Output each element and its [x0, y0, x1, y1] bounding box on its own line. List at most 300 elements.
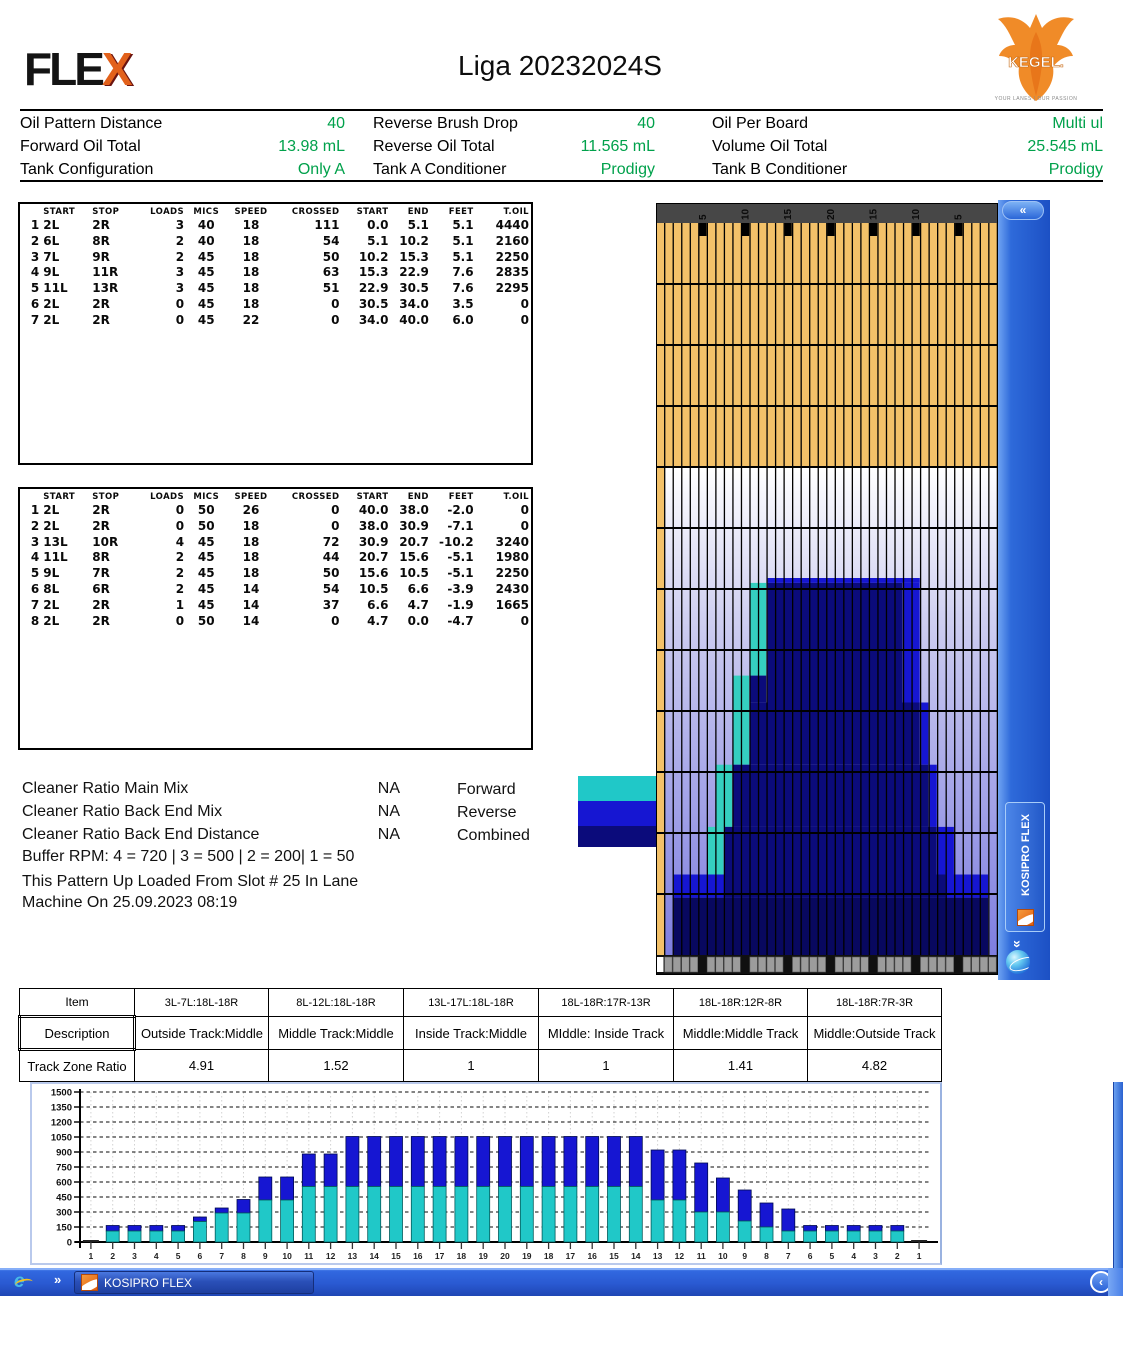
load-col-header: FEET: [448, 492, 474, 502]
flex-logo-text: FLE: [24, 43, 102, 95]
load-cell: 11L: [43, 550, 68, 565]
info-item: [712, 158, 1103, 181]
load-cell: 38.0: [358, 518, 389, 533]
load-cell: 8R: [92, 233, 110, 248]
svg-text:2: 2: [110, 1251, 116, 1261]
ratio-cell: Track Zone Ratio: [20, 1050, 135, 1082]
svg-text:4: 4: [153, 1251, 159, 1261]
tray-edge-tab: [1108, 1268, 1123, 1296]
load-row: [20, 234, 531, 250]
info-item: [373, 112, 655, 135]
kegel-wordmark: KEGEL.: [1008, 54, 1064, 71]
load-cell: 0: [520, 613, 529, 628]
load-cell: 0: [520, 312, 529, 327]
load-cell: 45: [197, 312, 215, 327]
svg-text:14: 14: [369, 1251, 379, 1261]
info-value: 25.545 mL: [1027, 137, 1103, 155]
svg-text:1: 1: [88, 1251, 94, 1261]
load-row: [20, 535, 531, 551]
load-cell: 8L: [43, 581, 60, 596]
toolbar-kosipro-item[interactable]: [1005, 802, 1045, 932]
load-cell: 8R: [92, 550, 110, 565]
load-row: [20, 250, 531, 266]
load-cell: 18: [242, 518, 260, 533]
info-value: Prodigy: [600, 160, 655, 178]
load-cell: 0: [175, 518, 185, 533]
load-cell: 1: [30, 503, 40, 517]
load-col-header: T.OIL: [503, 207, 529, 217]
svg-text:10: 10: [282, 1251, 292, 1261]
info-column-2: [373, 112, 655, 180]
load-cell: 6.0: [452, 312, 474, 327]
info-value: 40: [327, 114, 345, 132]
ratio-cell: 18L-18R:17R-13R: [539, 989, 674, 1017]
legend-reverse-label: Reverse: [457, 804, 517, 821]
svg-text:11: 11: [304, 1251, 314, 1261]
info-item: [20, 158, 345, 181]
pattern-note-line2: Machine On 25.09.2023 08:19: [22, 894, 238, 911]
buffer-rpm-text: Buffer RPM: 4 = 720 | 3 = 500 | 2 = 200| 1 = 50: [22, 848, 355, 865]
svg-text:12: 12: [325, 1251, 336, 1261]
info-value: 11.565 mL: [580, 137, 655, 155]
load-cell: 15.6: [399, 550, 429, 565]
load-col-header: STOP: [92, 492, 120, 502]
load-cell: 50: [197, 503, 215, 517]
load-cell: 13L: [43, 534, 68, 549]
svg-text:5: 5: [175, 1251, 181, 1261]
load-cell: 18: [242, 249, 260, 264]
load-cell: 2L: [43, 503, 60, 517]
svg-text:18: 18: [456, 1251, 467, 1261]
svg-text:1050: 1050: [50, 1132, 72, 1144]
load-cell: 0: [175, 503, 185, 517]
load-cell: 3.5: [452, 296, 474, 311]
ratio-cell: 3L-7L:18L-18R: [135, 989, 269, 1017]
cleaner-backend-distance-value: NA: [377, 826, 400, 843]
load-cell: -1.9: [447, 597, 474, 612]
ratio-cell: 8L-12L:18L-18R: [269, 989, 404, 1017]
load-cell: 10.2: [358, 249, 389, 264]
load-cell: 72: [322, 534, 340, 549]
load-cell: 9R: [92, 249, 110, 264]
kosipro-icon: [81, 1274, 98, 1291]
load-cell: 8: [30, 613, 40, 628]
load-cell: 9L: [43, 566, 60, 581]
load-cell: 40: [197, 233, 215, 248]
svg-text:8: 8: [241, 1251, 246, 1261]
info-value: 13.98 mL: [278, 137, 345, 155]
ratio-cell: Outside Track:Middle: [135, 1017, 269, 1050]
load-cell: 45: [197, 265, 215, 280]
info-item: [373, 158, 655, 181]
load-cell: 1: [175, 597, 185, 612]
load-cell: -5.1: [447, 566, 474, 581]
load-cell: 2250: [495, 566, 529, 581]
load-cell: 2160: [495, 233, 529, 248]
cleaner-backend-mix-label: Cleaner Ratio Back End Mix: [22, 803, 223, 820]
load-col-header: CROSSED: [291, 207, 340, 217]
info-column-3: [712, 112, 1103, 180]
load-row: [20, 566, 531, 582]
load-cell: 1: [30, 218, 40, 232]
load-col-header: MICS: [193, 207, 220, 217]
load-cell: 18: [242, 296, 260, 311]
load-cell: 6R: [92, 581, 110, 596]
load-cell: 6: [30, 581, 40, 596]
load-cell: 10.5: [358, 581, 389, 596]
load-cell: 1665: [495, 597, 529, 612]
load-cell: 2L: [43, 613, 60, 628]
load-cell: 2R: [92, 613, 110, 628]
cleaner-backend-mix-value: NA: [377, 803, 400, 820]
svg-text:12: 12: [674, 1251, 685, 1261]
load-cell: 40.0: [399, 312, 429, 327]
toolbar-more-chevron-icon[interactable]: »: [1009, 940, 1026, 948]
load-cell: 7.6: [452, 265, 474, 280]
load-cell: 45: [197, 566, 215, 581]
load-cell: 0: [331, 518, 340, 533]
track-zone-ratio-table: [18, 988, 942, 1082]
quicklaunch-chevron-icon[interactable]: »: [54, 1272, 62, 1287]
load-cell: 30.5: [399, 281, 429, 296]
load-cell: -4.7: [447, 613, 474, 628]
legend-reverse-swatch: [578, 801, 656, 826]
load-cell: 0: [520, 518, 529, 533]
load-cell: 18: [242, 534, 260, 549]
load-col-header: END: [407, 207, 429, 217]
ie-quicklaunch-icon[interactable]: e: [14, 1272, 34, 1292]
ratio-row: [20, 989, 942, 1017]
load-cell: 15.6: [358, 566, 389, 581]
load-cell: 51: [322, 281, 340, 296]
load-cell: 0: [175, 296, 185, 311]
info-label: Reverse Oil Total: [373, 137, 495, 155]
ratio-cell: 4.82: [808, 1050, 942, 1082]
load-cell: 2: [175, 249, 185, 264]
load-cell: 2R: [92, 503, 110, 517]
load-cell: 2R: [92, 597, 110, 612]
load-cell: 3: [175, 281, 185, 296]
load-cell: 44: [322, 550, 340, 565]
load-col-header: LOADS: [150, 492, 185, 502]
ratio-cell: 18L-18R:7R-3R: [808, 989, 942, 1017]
load-col-header: SPEED: [234, 492, 268, 502]
svg-text:900: 900: [56, 1147, 72, 1159]
load-row: [20, 313, 531, 329]
svg-text:15: 15: [868, 208, 880, 220]
taskbar-highlight: [0, 1268, 1123, 1270]
load-cell: 2430: [495, 581, 529, 596]
load-cell: -3.9: [447, 581, 474, 596]
load-cell: 5: [30, 281, 40, 296]
info-top-rule: [20, 109, 1103, 111]
svg-text:5: 5: [697, 214, 709, 220]
load-cell: 15.3: [399, 249, 429, 264]
svg-text:300: 300: [56, 1207, 72, 1219]
load-cell: 40: [197, 218, 215, 232]
load-col-header: SPEED: [234, 207, 268, 217]
load-cell: 50: [322, 566, 340, 581]
load-cell: 6.6: [407, 581, 429, 596]
pattern-note-line1: This Pattern Up Loaded From Slot # 25 In Lane: [22, 873, 359, 890]
ratio-cell[interactable]: Description: [20, 1017, 135, 1050]
svg-text:9: 9: [742, 1251, 748, 1261]
ratio-cell: 4.91: [135, 1050, 269, 1082]
load-cell: 2: [30, 233, 40, 248]
info-label: Reverse Brush Drop: [373, 114, 518, 132]
load-cell: 10.5: [399, 566, 429, 581]
load-cell: 10.2: [399, 233, 429, 248]
svg-text:16: 16: [413, 1251, 423, 1261]
flex-logo-x: X: [101, 43, 130, 95]
load-cell: 4.7: [367, 613, 389, 628]
load-col-header: LOADS: [150, 207, 185, 217]
svg-text:15: 15: [609, 1251, 619, 1261]
svg-text:17: 17: [434, 1251, 445, 1261]
load-cell: 22: [242, 312, 260, 327]
load-cell: 14: [242, 581, 260, 596]
forward-loads-table: [18, 202, 533, 465]
svg-text:5: 5: [953, 214, 965, 220]
svg-text:1350: 1350: [50, 1102, 72, 1114]
svg-text:6: 6: [197, 1251, 203, 1261]
ratio-cell: Middle Track:Middle: [269, 1017, 404, 1050]
load-cell: 20.7: [358, 550, 389, 565]
svg-text:18: 18: [543, 1251, 554, 1261]
cleaner-backend-distance-label: Cleaner Ratio Back End Distance: [22, 826, 260, 843]
load-cell: 2835: [495, 265, 529, 280]
page-title: Liga 20232024S: [458, 50, 662, 81]
svg-text:19: 19: [522, 1251, 532, 1261]
load-cell: 6L: [43, 233, 60, 248]
docked-toolbar-edge: [1113, 1082, 1123, 1268]
load-cell: 3: [175, 218, 185, 232]
load-cell: 2295: [495, 281, 529, 296]
info-label: Oil Per Board: [712, 114, 809, 132]
load-cell: 7: [30, 312, 40, 327]
load-cell: 2R: [92, 312, 110, 327]
kegel-logo: [992, 6, 1080, 108]
flex-logo: [24, 42, 130, 96]
load-cell: 18: [242, 233, 260, 248]
tray-collapse-button[interactable]: ‹: [1090, 1271, 1112, 1293]
load-row: [20, 550, 531, 566]
load-cell: 6.6: [367, 597, 389, 612]
load-cell: 34.0: [358, 312, 389, 327]
ratio-cell: Middle:Outside Track: [808, 1017, 942, 1050]
load-cell: 2L: [43, 218, 60, 232]
load-col-header: T.OIL: [503, 492, 529, 502]
info-item: [712, 112, 1103, 135]
load-cell: 3: [175, 265, 185, 280]
load-col-header: CROSSED: [291, 492, 340, 502]
load-row: [20, 297, 531, 313]
lane-oil-pattern-graphic: [656, 203, 998, 975]
taskbar-button-label: KOSIPRO FLEX: [104, 1275, 193, 1290]
load-cell: 37: [322, 597, 340, 612]
svg-text:20: 20: [825, 208, 837, 220]
svg-text:3: 3: [873, 1251, 878, 1261]
load-cell: 5.1: [452, 218, 474, 232]
load-cell: 45: [197, 534, 215, 549]
ratio-row: [20, 1050, 942, 1082]
load-cell: 0: [175, 613, 185, 628]
load-cell: 34.0: [399, 296, 429, 311]
load-cell: 7L: [43, 249, 60, 264]
load-cell: 45: [197, 550, 215, 565]
load-cell: -2.0: [447, 503, 474, 517]
load-cell: 30.9: [358, 534, 389, 549]
svg-text:450: 450: [56, 1192, 72, 1204]
svg-text:750: 750: [56, 1162, 72, 1174]
load-cell: 7R: [92, 566, 110, 581]
svg-text:8: 8: [764, 1251, 769, 1261]
svg-text:3: 3: [132, 1251, 137, 1261]
info-item: [712, 135, 1103, 158]
info-value: 40: [637, 114, 655, 132]
load-cell: 18: [242, 218, 260, 232]
load-cell: 18: [242, 550, 260, 565]
info-item: [20, 135, 345, 158]
svg-text:7: 7: [785, 1251, 791, 1261]
load-cell: 2: [30, 518, 40, 533]
load-cell: 2R: [92, 296, 110, 311]
load-cell: 11L: [43, 281, 68, 296]
load-cell: 13R: [92, 281, 119, 296]
load-cell: 9L: [43, 265, 60, 280]
load-cell: 5.1: [407, 218, 429, 232]
ratio-cell: 13L-17L:18L-18R: [404, 989, 539, 1017]
kosipro-icon: [1017, 909, 1034, 926]
load-cell: 20.7: [399, 534, 429, 549]
svg-text:16: 16: [587, 1251, 597, 1261]
ratio-cell: 1: [404, 1050, 539, 1082]
load-col-header: [20, 204, 41, 218]
load-cell: 10R: [92, 534, 119, 549]
load-cell: 6: [30, 296, 40, 311]
load-cell: 4: [175, 534, 185, 549]
load-cell: 45: [197, 281, 215, 296]
load-cell: 54: [322, 233, 340, 248]
svg-text:1: 1: [916, 1251, 922, 1261]
load-cell: 0: [331, 503, 340, 517]
load-cell: 18: [242, 566, 260, 581]
svg-text:10: 10: [740, 208, 752, 220]
load-cell: 5.1: [452, 233, 474, 248]
load-cell: 2L: [43, 597, 60, 612]
legend-combined-swatch: [578, 826, 656, 847]
info-label: Volume Oil Total: [712, 137, 828, 155]
load-row: [20, 598, 531, 614]
svg-text:17: 17: [565, 1251, 576, 1261]
load-cell: 15.3: [358, 265, 389, 280]
load-row: [20, 582, 531, 598]
load-cell: 7: [30, 597, 40, 612]
load-cell: 0: [331, 296, 340, 311]
load-cell: 54: [322, 581, 340, 596]
info-item: [373, 135, 655, 158]
load-cell: 63: [322, 265, 340, 280]
load-cell: 2L: [43, 312, 60, 327]
load-col-header: FEET: [448, 207, 474, 217]
svg-text:7: 7: [219, 1251, 225, 1261]
taskbar-button-kosipro-flex[interactable]: [74, 1271, 314, 1294]
load-cell: 18: [242, 281, 260, 296]
load-cell: 50: [197, 518, 215, 533]
load-col-header: STOP: [92, 207, 120, 217]
info-item: [20, 112, 345, 135]
load-cell: 4440: [495, 218, 529, 232]
kegel-phoenix-icon: [992, 6, 1080, 108]
info-column-1: [20, 112, 345, 180]
load-cell: 0.0: [367, 218, 389, 232]
info-label: Forward Oil Total: [20, 137, 141, 155]
svg-text:9: 9: [262, 1251, 268, 1261]
load-cell: 30.5: [358, 296, 389, 311]
load-cell: -10.2: [439, 534, 474, 549]
load-cell: -7.1: [447, 518, 474, 533]
info-label: Oil Pattern Distance: [20, 114, 163, 132]
load-cell: 4.7: [407, 597, 429, 612]
load-cell: 5.1: [452, 249, 474, 264]
load-cell: 2: [175, 581, 185, 596]
internet-explorer-globe-icon[interactable]: [1006, 950, 1030, 974]
load-cell: 4: [30, 550, 40, 565]
info-value: Prodigy: [1048, 160, 1103, 178]
svg-text:14: 14: [631, 1251, 641, 1261]
svg-text:13: 13: [347, 1251, 358, 1261]
load-cell: 0: [520, 503, 529, 517]
ratio-cell: 18L-18R:12R-8R: [674, 989, 808, 1017]
load-cell: -5.1: [447, 550, 474, 565]
load-col-header: START: [43, 492, 76, 502]
load-cell: 11R: [92, 265, 119, 280]
load-col-header: START: [356, 492, 389, 502]
load-cell: 3: [30, 249, 40, 264]
load-cell: 2L: [43, 296, 60, 311]
ratio-cell: Inside Track:Middle: [404, 1017, 539, 1050]
load-cell: 14: [242, 597, 260, 612]
load-cell: 30.9: [399, 518, 429, 533]
load-row: [20, 265, 531, 281]
load-cell: 0: [520, 296, 529, 311]
svg-text:4: 4: [851, 1251, 857, 1261]
load-cell: 45: [197, 249, 215, 264]
ratio-cell: Middle:Middle Track: [674, 1017, 808, 1050]
load-cell: 22.9: [358, 281, 389, 296]
toolbar-collapse-button[interactable]: «: [1002, 201, 1044, 220]
load-row: [20, 519, 531, 535]
cleaner-main-mix-value: NA: [377, 780, 400, 797]
info-value: Multi ul: [1052, 114, 1103, 132]
svg-text:1500: 1500: [50, 1087, 72, 1099]
load-cell: 2: [175, 550, 185, 565]
ratio-cell: Item: [20, 989, 135, 1017]
load-cell: 2R: [92, 218, 110, 232]
load-cell: 3240: [495, 534, 529, 549]
ratio-cell: MIddle: Inside Track: [539, 1017, 674, 1050]
load-col-header: MICS: [193, 492, 220, 502]
ratio-cell: 1.52: [269, 1050, 404, 1082]
load-cell: 5.1: [367, 233, 389, 248]
svg-text:0: 0: [66, 1237, 72, 1249]
svg-text:11: 11: [696, 1251, 706, 1261]
load-cell: 22.9: [399, 265, 429, 280]
load-cell: 0: [331, 613, 340, 628]
svg-text:6: 6: [807, 1251, 813, 1261]
svg-text:2: 2: [894, 1251, 900, 1261]
load-cell: 50: [322, 249, 340, 264]
